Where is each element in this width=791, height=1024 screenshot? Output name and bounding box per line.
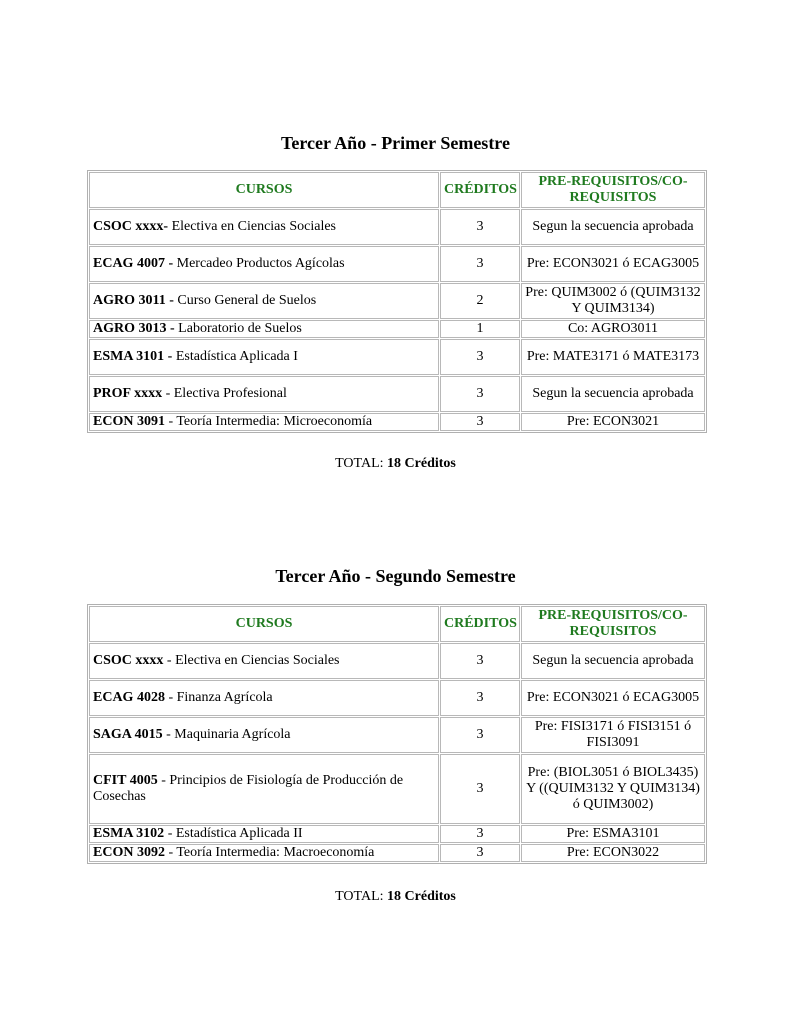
table-row bbox=[89, 717, 705, 753]
credits-cell: 3 bbox=[440, 754, 520, 824]
course-cell bbox=[89, 680, 439, 716]
course-code: SAGA 4015 bbox=[93, 727, 163, 742]
semester-2-title: Tercer Año - Segundo Semestre bbox=[275, 566, 516, 586]
course-code: ECAG 4028 bbox=[93, 690, 165, 705]
table-header-row bbox=[89, 606, 705, 642]
course-cell bbox=[89, 283, 439, 319]
course-code: ESMA 3102 bbox=[93, 826, 165, 841]
course-code: AGRO 3011 - bbox=[93, 293, 174, 308]
total-label: TOTAL: bbox=[335, 889, 384, 904]
table-row bbox=[89, 413, 705, 431]
course-cell bbox=[89, 320, 439, 338]
course-cell bbox=[89, 339, 439, 375]
course-cell bbox=[89, 825, 439, 843]
semester-1-table bbox=[87, 170, 707, 433]
course-cell bbox=[89, 413, 439, 431]
course-code: CFIT 4005 bbox=[93, 773, 158, 788]
course-name: - Estadística Aplicada II bbox=[164, 826, 303, 841]
course-name: - Principios de Fisiología de Producción de Cosechas bbox=[93, 773, 404, 804]
course-cell bbox=[89, 246, 439, 282]
header-creditos: CRÉDITOS bbox=[440, 606, 520, 642]
table-row bbox=[89, 825, 705, 843]
credits-cell: 3 bbox=[440, 339, 520, 375]
credits-cell: 3 bbox=[440, 680, 520, 716]
course-name: - Finanza Agrícola bbox=[164, 690, 273, 705]
course-name: - Maquinaria Agrícola bbox=[162, 727, 291, 742]
course-code: CSOC xxxx- bbox=[93, 219, 169, 234]
course-name: - Teoría Intermedia: Macroeconomía bbox=[164, 845, 375, 860]
course-cell bbox=[89, 754, 439, 824]
table-row bbox=[89, 320, 705, 338]
course-name: Electiva en Ciencias Sociales bbox=[168, 219, 337, 234]
credits-cell: 3 bbox=[440, 844, 520, 862]
prereq-cell: Pre: (BIOL3051 ó BIOL3435) Y ((QUIM3132 Y QUIM3134) ó QUIM3002) bbox=[521, 754, 705, 824]
credits-cell: 3 bbox=[440, 413, 520, 431]
table-row bbox=[89, 643, 705, 679]
course-name: Estadística Aplicada I bbox=[172, 349, 298, 364]
credits-cell: 3 bbox=[440, 825, 520, 843]
credits-cell: 1 bbox=[440, 320, 520, 338]
course-code: AGRO 3013 - bbox=[93, 321, 175, 336]
table-row bbox=[89, 680, 705, 716]
course-code: ECAG 4007 - bbox=[93, 256, 174, 271]
table-row bbox=[89, 339, 705, 375]
course-code: ECON 3091 bbox=[93, 414, 165, 429]
credits-cell: 3 bbox=[440, 717, 520, 753]
header-creditos: CRÉDITOS bbox=[440, 172, 520, 208]
course-code: PROF xxxx bbox=[93, 386, 163, 401]
credits-cell: 3 bbox=[440, 376, 520, 412]
header-cursos: CURSOS bbox=[89, 172, 439, 208]
table-header-row bbox=[89, 172, 705, 208]
prereq-cell: Pre: ECON3022 bbox=[521, 844, 705, 862]
course-cell bbox=[89, 717, 439, 753]
table-row bbox=[89, 844, 705, 862]
semester-1-total bbox=[0, 456, 791, 472]
prereq-cell: Segun la secuencia aprobada bbox=[521, 643, 705, 679]
credits-cell: 3 bbox=[440, 246, 520, 282]
credits-cell: 3 bbox=[440, 209, 520, 245]
prereq-cell: Pre: ECON3021 bbox=[521, 413, 705, 431]
table-row bbox=[89, 246, 705, 282]
prereq-cell: Pre: FISI3171 ó FISI3151 ó FISI3091 bbox=[521, 717, 705, 753]
table-row bbox=[89, 376, 705, 412]
course-name: Curso General de Suelos bbox=[173, 293, 317, 308]
table-row bbox=[89, 209, 705, 245]
course-cell bbox=[89, 643, 439, 679]
total-value: 18 Créditos bbox=[387, 889, 456, 904]
table-row bbox=[89, 754, 705, 824]
course-cell bbox=[89, 844, 439, 862]
course-name: - Electiva Profesional bbox=[162, 386, 287, 401]
header-prerequisitos: PRE-REQUISITOS/CO-REQUISITOS bbox=[521, 172, 705, 208]
prereq-cell: Segun la secuencia aprobada bbox=[521, 376, 705, 412]
table-row bbox=[89, 283, 705, 319]
prereq-cell: Pre: ESMA3101 bbox=[521, 825, 705, 843]
credits-cell: 2 bbox=[440, 283, 520, 319]
credits-cell: 3 bbox=[440, 643, 520, 679]
course-code: CSOC xxxx bbox=[93, 653, 164, 668]
total-label: TOTAL: bbox=[335, 456, 384, 471]
course-cell bbox=[89, 209, 439, 245]
prereq-cell: Segun la secuencia aprobada bbox=[521, 209, 705, 245]
course-code: ECON 3092 bbox=[93, 845, 165, 860]
course-name: - Teoría Intermedia: Microeconomía bbox=[164, 414, 373, 429]
semester-2-total bbox=[0, 889, 791, 905]
course-name: Mercadeo Productos Agícolas bbox=[173, 256, 345, 271]
semester-1-title: Tercer Año - Primer Semestre bbox=[281, 133, 510, 153]
course-name: - Electiva en Ciencias Sociales bbox=[163, 653, 340, 668]
prereq-cell: Pre: MATE3171 ó MATE3173 bbox=[521, 339, 705, 375]
prereq-cell: Pre: ECON3021 ó ECAG3005 bbox=[521, 680, 705, 716]
header-cursos: CURSOS bbox=[89, 606, 439, 642]
course-name: Laboratorio de Suelos bbox=[174, 321, 302, 336]
total-value: 18 Créditos bbox=[387, 456, 456, 471]
course-cell bbox=[89, 376, 439, 412]
header-prerequisitos: PRE-REQUISITOS/CO-REQUISITOS bbox=[521, 606, 705, 642]
prereq-cell: Co: AGRO3011 bbox=[521, 320, 705, 338]
semester-2-table bbox=[87, 604, 707, 864]
prereq-cell: Pre: ECON3021 ó ECAG3005 bbox=[521, 246, 705, 282]
course-code: ESMA 3101 - bbox=[93, 349, 173, 364]
prereq-cell: Pre: QUIM3002 ó (QUIM3132 Y QUIM3134) bbox=[521, 283, 705, 319]
